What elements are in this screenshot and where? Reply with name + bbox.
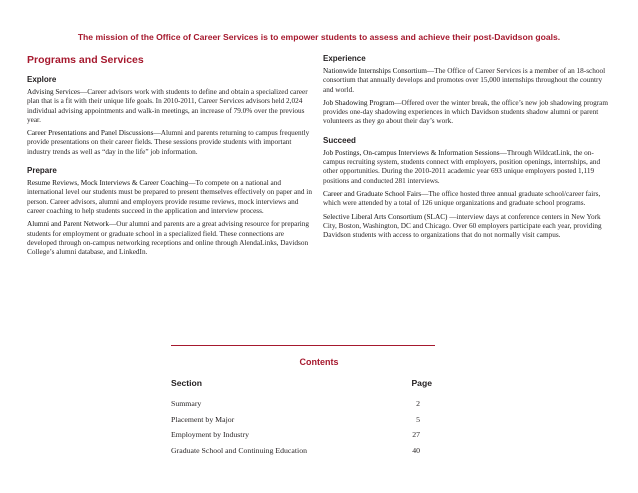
contents-row bbox=[171, 399, 435, 415]
advising-services-paragraph bbox=[27, 88, 315, 125]
contents-page: 5 bbox=[416, 414, 420, 424]
contents-header-row bbox=[171, 378, 435, 388]
contents-row bbox=[171, 446, 435, 462]
career-fairs-text: —The office hosted three annual graduate school/career fairs, which were attended by a total of 126 unique organizations and graduate school programs. bbox=[323, 189, 601, 208]
resume-reviews-text: —To compete on a national and international level our students must be prepared to present themselves effectively on paper and in person. Career advisors, alumni and employers provide resume reviews, mock interviews and career coaching to help students succeed in the application and interview process. bbox=[27, 179, 312, 215]
programs-title: Programs and Services bbox=[27, 54, 144, 66]
contents-section: Employment by Industry bbox=[171, 430, 249, 439]
job-postings-term: Job Postings, On-campus Interviews & Information Sessions bbox=[323, 148, 500, 157]
contents-section: Graduate School and Continuing Education bbox=[171, 445, 307, 455]
contents-title: Contents bbox=[299, 357, 339, 367]
explore-heading: Explore bbox=[27, 75, 57, 84]
job-shadowing-term: Job Shadowing Program bbox=[323, 98, 395, 107]
contents-page: 2 bbox=[416, 399, 420, 408]
career-presentations-text: —Alumni and parents returning to campus frequently provide presentations on their career fields. These sessions provide students with important industry trends as well as “day in the life” job information. bbox=[27, 129, 310, 156]
internships-term: Nationwide Internships Consortium bbox=[323, 67, 427, 75]
career-presentations-paragraph bbox=[27, 129, 315, 157]
contents-section: Summary bbox=[171, 399, 202, 408]
contents-divider bbox=[171, 345, 435, 346]
left-column bbox=[27, 54, 315, 261]
page-column-label: Page bbox=[411, 378, 432, 388]
career-fairs-paragraph bbox=[323, 190, 614, 209]
internships-text: —The Office of Career Services is a member of an 18-school consortium that annually develops and promotes over 15,000 internships throughout the country and world. bbox=[323, 67, 606, 94]
alumni-network-text: —Our alumni and parents are a great advising resource for preparing students for employment or graduate school in a specialized field. These connections are developed through on-campus networking receptions and online through AlendaLinks, Davidson College’s alumni database, and LinkedIn. bbox=[27, 220, 310, 257]
career-presentations-term: Career Presentations and Panel Discussions bbox=[27, 129, 154, 138]
internships-paragraph bbox=[323, 67, 614, 95]
job-postings-paragraph bbox=[323, 149, 614, 186]
contents-section: Placement by Major bbox=[171, 414, 235, 424]
slac-text: —interview days at conference centers in New York City, Boston, Washington, DC and Chicago. Over 60 employers participate each year, providing Davidson students with access to organizations that do not normally visit campus. bbox=[323, 212, 602, 240]
advising-services-text: —Career advisors work with students to define and obtain a specialized career plan that is a fit with their unique life goals. In 2010-2011, Career Services advisors held 2,024 individual advising appointments and walk-in meetings, an increase of 79.0% over the previous year. bbox=[27, 88, 308, 124]
job-shadowing-paragraph bbox=[323, 99, 614, 127]
contents-page: 40 bbox=[412, 445, 420, 455]
succeed-heading: Succeed bbox=[323, 135, 356, 145]
advising-services-term: Advising Services bbox=[27, 88, 80, 96]
alumni-network-term: Alumni and Parent Network bbox=[27, 220, 109, 229]
career-fairs-term: Career and Graduate School Fairs bbox=[323, 189, 422, 198]
job-shadowing-text: —Offered over the winter break, the office’s new job shadowing program provides one-day shadowing experiences in which Davidson students shadow alumni or parent volunteers as they go about their day’s work. bbox=[323, 98, 609, 126]
contents-page: 27 bbox=[412, 430, 420, 439]
job-postings-text: —Through WildcatLink, the on-campus recruiting system, students connect with employers, position openings, internships, and other opportunities. During the 2010-2011 academic year 693 unique employers posted 1,119 positions and conducted 281 interviews. bbox=[323, 148, 601, 185]
right-column bbox=[323, 54, 614, 244]
contents-row bbox=[171, 430, 435, 446]
slac-term: Selective Liberal Arts Consortium (SLAC) bbox=[323, 212, 448, 221]
experience-heading: Experience bbox=[323, 54, 366, 63]
resume-reviews-term: Resume Reviews, Mock Interviews & Career Coaching bbox=[27, 179, 189, 188]
resume-reviews-paragraph bbox=[27, 179, 315, 216]
slac-paragraph bbox=[323, 213, 614, 241]
alumni-network-paragraph bbox=[27, 220, 315, 257]
section-column-label: Section bbox=[171, 378, 203, 388]
contents-table bbox=[171, 399, 435, 461]
contents-row bbox=[171, 415, 435, 431]
mission-statement: The mission of the Office of Career Services is to empower students to assess and achieve their post-Davidson goals. bbox=[77, 32, 561, 42]
prepare-heading: Prepare bbox=[27, 166, 57, 176]
